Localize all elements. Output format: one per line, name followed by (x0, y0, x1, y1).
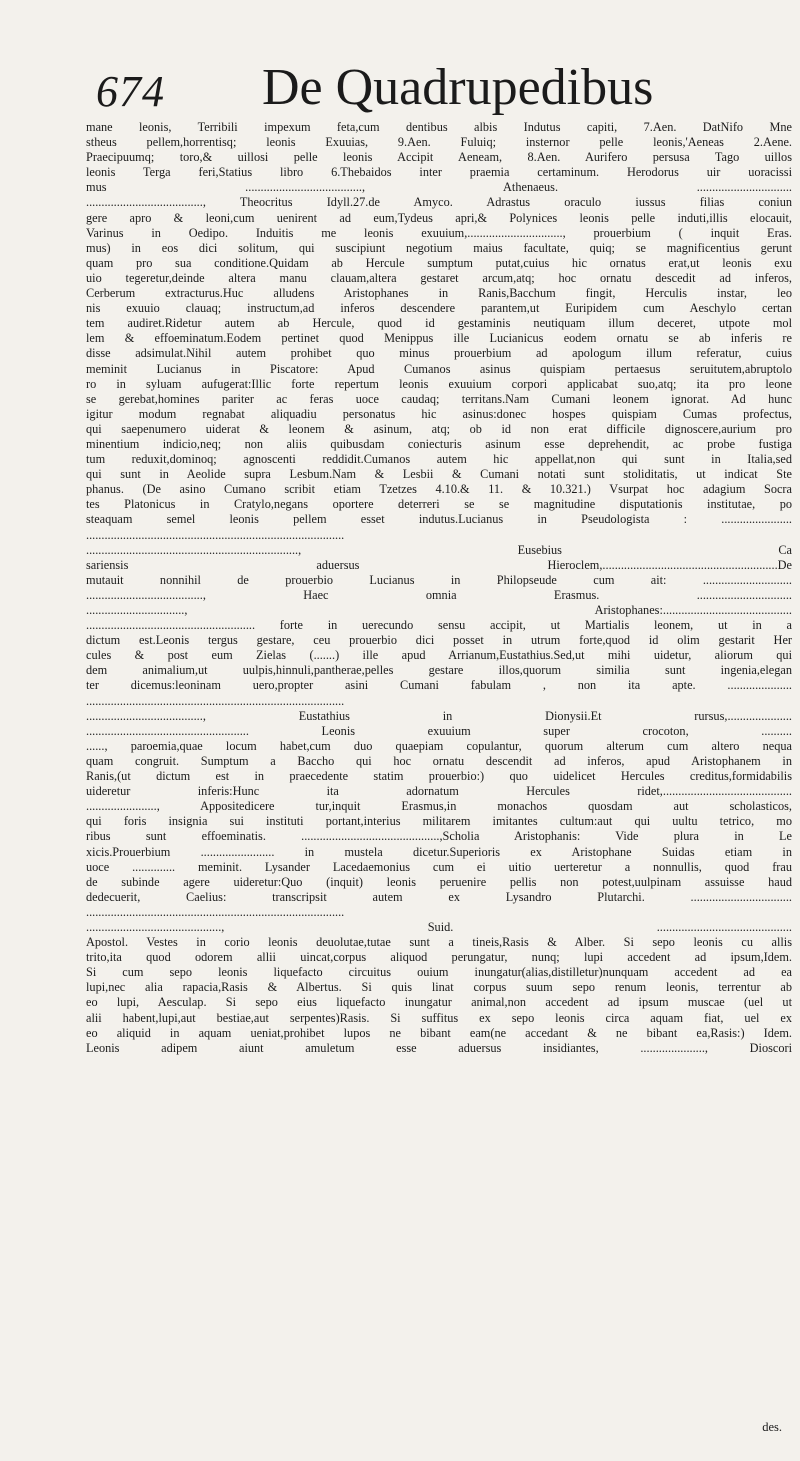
page-number: 674 (96, 67, 165, 116)
text-line: trito,ita quod odorem allii uincat,corpus aliquod perungatur, nunq; lupi accedent ad ipsum,Idem. (86, 950, 792, 965)
text-line: dictum est.Leonis tergus gestare, ceu prouerbio dici posset in utrum forte,quod id olim gestarit Her (86, 633, 792, 648)
text-line: ter dicemus:leoninam uero,propter asini Cumani fabulam , non ita apte. ..................... (86, 678, 792, 693)
text-line: ................................, Aristophanes:.......................................... (86, 603, 792, 617)
text-line: xicis.Prouerbium ........................ in mustela dicetur.Superioris ex Aristophane Suidas etiam in (86, 844, 792, 859)
text-line: Cerberum extracturus.Huc alludens Aristophanes in Ranis,Bacchum fingit, Herculis instar, leo (86, 286, 792, 301)
text-line: Varinus in Oedipo. Induitis me leonis exuuium,..............................., prouerbium ( inquit Eras. (86, 225, 792, 240)
text-line: mutauit nonnihil de prouerbio Lucianus in Philopseude cum ait: ............................. (86, 572, 792, 587)
text-line: ......................., Appositedicere tur,inquit Erasmus,in monachos quosdam aut scholasticos, (86, 799, 792, 814)
text-line: tes Platonicus in Cratylo,negans oportere deterreri se se magnitudine disputationis institutae, po (86, 497, 792, 512)
text-line: ......................................, Theocritus Idyll.27.de Amyco. Adrastus oraculo iussus filias coniun (86, 195, 792, 210)
text-line: Apostol. Vestes in corio leonis deuolutae,tutae sunt a tineis,Rasis & Alber. Si sepo leonis cu allis (86, 935, 792, 950)
text-line: eo aliquid in aquam ueniat,prohibet lupos ne bibant eam(ne accedant & ne bibant ea,Rasis:) Idem. (86, 1025, 792, 1040)
catchword: des. (762, 1420, 782, 1434)
text-line: Si cum sepo leonis liquefacto circuitus ouium inungatur(alias,distilletur)nunquam accedent ad ea (86, 965, 792, 980)
text-line: ......................................, Eustathius in Dionysii.Et rursus,..................... (86, 708, 792, 723)
text-line: lupi,nec alia rapacia,Rasis & Albertus. Si quis linat corpus suum sepo renum leonis, terrentur ab (86, 980, 792, 995)
text-line: dem animalium,ut uulpis,hinnuli,pantherae,pelles gestare illos,quorum similia sunt ingenia,elegan (86, 663, 792, 678)
text-line: ro in syluam aufugerat:Illic forte repertum leonis exuuium corpori applicabat suo,atq; ita pro leone (86, 376, 792, 391)
text-line: ....................................................................., Eusebius Ca (86, 542, 792, 557)
text-line: mane leonis, Terribili impexum feta,cum dentibus albis Indutus capiti, 7.Aen. DatNifo Mne (86, 120, 792, 134)
text-line: dedecuerit, Caelius: transcripsit autem ex Lysandro Plutarchi. ................................. (86, 889, 792, 904)
text-line: sariensis aduersus Hieroclem,.........................................................De (86, 557, 792, 572)
text-line: alii habent,lupi,aut bestiae,aut serpentes)Rasis. Si suffitus ex sepo leonis circa aquam fiat, uel ex (86, 1010, 792, 1025)
text-line: qui sunt in Aeolide supra Lesbum.Nam & Lesbii & Cumani notati sunt stoliditatis, ut indicat Ste (86, 467, 792, 482)
text-line: .................................................................................... (86, 904, 345, 919)
text-line: ..................................................... Leonis exuuium super crocoton, .......... (86, 723, 792, 738)
text-line: eo lupi, Aesculap. Si sepo eius liquefacto inungatur animal,non accedent ad ipsum muscae (uel ut (86, 995, 792, 1010)
text-line: uoce .............. meminit. Lysander Lacedaemonius cum ei uitio uerteretur a nonnullis, quod frau (86, 859, 792, 874)
text-line: meminit Lucianus in Piscatore: Apud Cumanos asinus quispiam pertaesus seruitutem,abruptolo (86, 361, 792, 376)
running-title: De Quadrupedibus (262, 59, 654, 116)
text-line: de subinde agere uideretur:Quo (inquit) leonis peruenire pellis non potest,uulpinam assuisse haud (86, 874, 792, 889)
text-line: mus) in eos dici solitum, qui suscipiunt negotium maius facultate, quiq; se magnificentius gerunt (86, 240, 792, 255)
text-line: igitur modum regnabat aliquadiu personatus hic asinus:donec hospes quispiam Cumas profectus, (86, 406, 792, 421)
text-line: quam pro sua conditione.Quidam ab Hercule sumptum putat,cuius hic ornatus erat,ut leonis exu (86, 255, 792, 270)
text-line: .................................................................................... (86, 527, 345, 542)
text-line: ......, paroemia,quae locum habet,cum duo quaepiam copulantur, quorum alterum cum altero nequa (86, 738, 792, 753)
text-line: lem & effoeminatum.Eodem pertinet quod Menippus ille Lucianicus eodem ornatu se ab inferis re (86, 331, 792, 346)
text-line: ribus sunt effoeminatis. .............................................,Scholia Aristophanis: Vide plura in Le (86, 829, 792, 844)
text-line: minentium indicio,neq; non aliis quibusdam coniecturis asinum esse deprehendit, ac probe fustiga (86, 436, 792, 451)
text-line: steaquam semel leonis pellem esset indutus.Lucianus in Pseudologista : ....................... (86, 512, 792, 527)
text-line: Leonis adipem aiunt amuletum esse aduersus insidiantes, ....................., Dioscori (86, 1040, 792, 1055)
text-line: ....................................................... forte in uerecundo sensu accipit, ut Martialis leonem, ut in a (86, 618, 792, 633)
text-line: gere apro & leoni,cum uenirent ad eum,Tydeus apri,& Polynices leonis pelle induti,illis elocauit, (86, 210, 792, 225)
text-line: quam congruit. Sumptum a Baccho qui hoc ornatu descendit ad inferos, apud Aristophanem in (86, 753, 792, 768)
text-line: qui saepenumero uiderat & leonem & asinum, atq; ob id non erat difficile dignoscere,aurium pro (86, 421, 792, 436)
text-line: qui foris insignia sui instituti portant,interius militarem imitantes cultum:aut qui uultu tetrico, mo (86, 814, 792, 829)
body-text (86, 120, 792, 1056)
text-line: nis exuuio clauaq; instructum,ad inferos descendere parantem,ut Euripidem cum Aeschylo certan (86, 301, 792, 316)
text-line: uideretur inferis:Hunc ita adornatum Hercules ridet,.......................................... (86, 784, 792, 799)
text-line: disse adsimulat.Nihil autem prohibet quo minus prouerbium ad apologum illum referatur, cuius (86, 346, 792, 361)
text-line: .................................................................................... (86, 693, 345, 708)
text-line: tem audiret.Ridetur autem ab Hercule, quod id gestaminis neutiquam illum deceret, utpote mol (86, 316, 792, 331)
text-line: Praecipuumq; toro,& uillosi pelle leonis Accipit Aeneam, 8.Aen. Aurifero persusa Tago uillos (86, 150, 792, 165)
text-line: leonis Terga feri,Statius libro 6.Thebaidos inter praemia certaminum. Herodorus uir uoracissi (86, 165, 792, 180)
text-line: ............................................, Suid. ............................................ (86, 919, 792, 934)
text-line: stheus pellem,horrentisq; leonis Exuuias, 9.Aen. Fuluiq; insternor pelle leonis,'Aeneas 2.Aene. (86, 135, 792, 150)
text-line: ......................................, Haec omnia Erasmus. ............................... (86, 587, 792, 602)
text-line: cules & post eum Zielas (.......) ille apud Arrianum,Eustathius.Sed,ut mihi uidetur, aliorum qui (86, 648, 792, 663)
text-line: tum reduxit,dominoq; agnoscenti reddidit.Cumanos autem hic appellat,non qui sunt in Italia,sed (86, 452, 792, 467)
text-line: Ranis,(ut dictum est in praecedente statim prouerbio:) quo uidelicet Hercules creditus,formidabilis (86, 769, 792, 784)
text-line: mus ......................................, Athenaeus. ............................... (86, 180, 792, 195)
text-line: uio tegeretur,deinde altera manu clauam,altera gestaret arcum,atq; hoc ornatu descedit ad inferos, (86, 270, 792, 285)
text-line: phanus. (De asino Cumano scribit etiam Tzetzes 4.10.& 11. & 10.321.) Vsurpat hoc adagium Socra (86, 482, 792, 497)
text-line: se gerebat,homines pariter ac feras uoce caudaq; territans.Nam Cumani leonem ignorat. Ad hunc (86, 391, 792, 406)
